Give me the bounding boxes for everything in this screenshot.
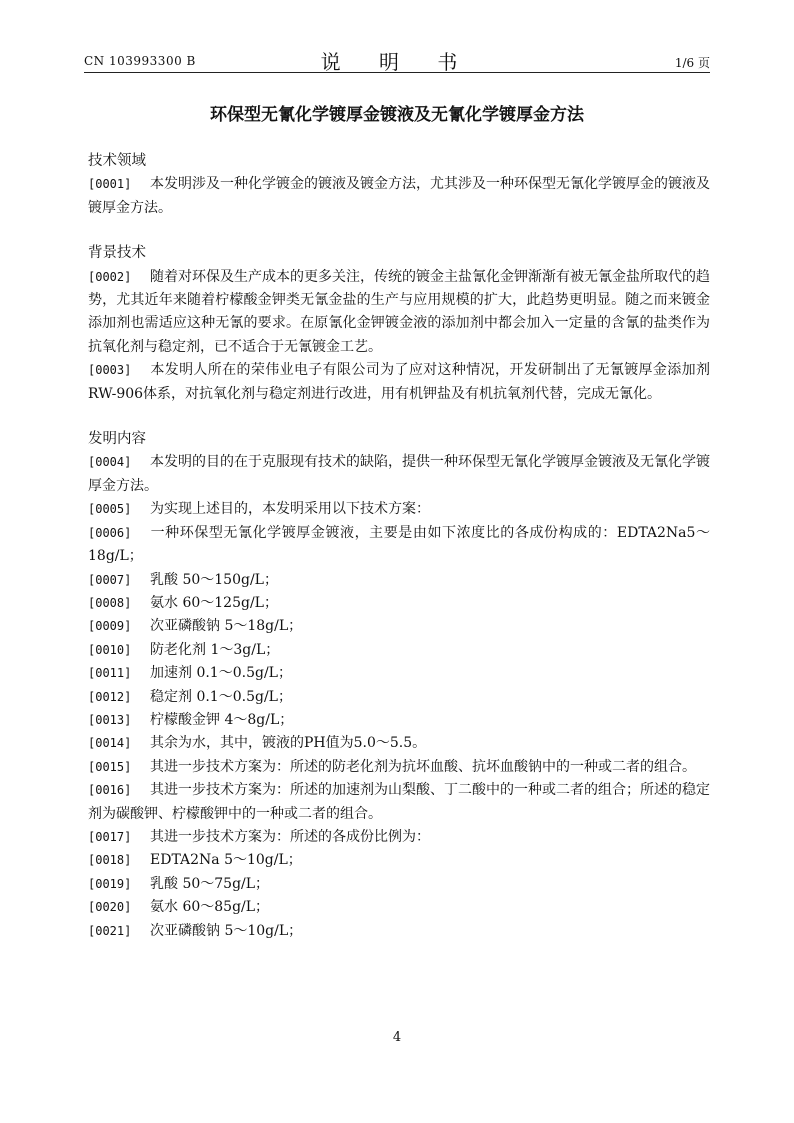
- paragraph-text: 本发明人所在的荣伟业电子有限公司为了应对这种情况，开发研制出了无氰镀厚金添加剂RW-906体系，对抗氧化剂与稳定剂进行改进，用有机钾盐及有机抗氧剂代替，完成无氰化。: [88, 362, 710, 402]
- header-divider: [84, 72, 710, 73]
- paragraph-text: 乳酸 50～75g/L；: [150, 875, 270, 892]
- paragraph-number: [0020]: [88, 900, 132, 915]
- paragraph-text: 随着对环保及生产成本的更多关注，传统的镀金主盐氰化金钾渐渐有被无氰金盐所取代的趋势，尤其近年来随着柠檬酸金钾类无氰金盐的生产与应用规模的扩大，此趋势更明显。随之而来镀金添加剂也需适应这种无氰的要求。在原氰化金钾镀金液的添加剂中都会加入一定量的含氰的盐类作为抗氧化剂与稳定剂，已不适合于无氰镀金工艺。: [88, 268, 710, 355]
- paragraph-number: [0002]: [88, 269, 132, 284]
- document-title: 环保型无氰化学镀厚金镀液及无氰化学镀厚金方法: [210, 105, 584, 125]
- document-body: [88, 150, 710, 943]
- doc-type-label: 说 明 书: [320, 50, 474, 74]
- paragraph-text: 次亚磷酸钠 5～18g/L；: [150, 618, 303, 635]
- paragraph-number: [0001]: [88, 177, 132, 192]
- paragraph-number: [0011]: [88, 666, 132, 681]
- paragraph: [88, 592, 710, 615]
- paragraph-number: [0015]: [88, 759, 132, 774]
- paragraph: [88, 522, 710, 569]
- paragraph-text: 本发明涉及一种化学镀金的镀液及镀金方法，尤其涉及一种环保型无氰化学镀厚金的镀液及镀厚金方法。: [88, 176, 710, 216]
- paragraph: [88, 498, 710, 521]
- paragraph: [88, 896, 710, 919]
- paragraph-number: [0004]: [88, 455, 132, 470]
- paragraph: [88, 266, 710, 360]
- section: [88, 242, 710, 406]
- paragraph: [88, 615, 710, 638]
- paragraph-text: 其进一步技术方案为：所述的防老化剂为抗坏血酸、抗坏血酸钠中的一种或二者的组合。: [150, 758, 696, 775]
- page-header: [84, 46, 710, 74]
- paragraph-number: [0006]: [88, 525, 132, 540]
- paragraph-text: 其进一步技术方案为：所述的加速剂为山梨酸、丁二酸中的一种或二者的组合；所述的稳定剂为碳酸钾、柠檬酸钾中的一种或二者的组合。: [88, 782, 710, 822]
- paragraph: [88, 451, 710, 498]
- paragraph-text: 稳定剂 0.1～0.5g/L；: [150, 688, 292, 705]
- paragraph-number: [0003]: [88, 363, 132, 378]
- paragraph: [88, 920, 710, 943]
- paragraph: [88, 639, 710, 662]
- paragraph-number: [0018]: [88, 853, 132, 868]
- paragraph-text: 其余为水，其中，镀液的PH值为5.0～5.5。: [150, 735, 427, 752]
- paragraph: [88, 826, 710, 849]
- paragraph-text: 次亚磷酸钠 5～10g/L；: [150, 922, 303, 939]
- paragraph-number: [0012]: [88, 689, 132, 704]
- paragraph-number: [0010]: [88, 642, 132, 657]
- paragraph: [88, 756, 710, 779]
- paragraph: [88, 662, 710, 685]
- paragraph-number: [0016]: [88, 783, 132, 798]
- paragraph-number: [0008]: [88, 595, 132, 610]
- paragraph-number: [0009]: [88, 619, 132, 634]
- paragraph-number: [0017]: [88, 829, 132, 844]
- paragraph-text: 其进一步技术方案为：所述的各成份比例为：: [150, 828, 430, 845]
- paragraph: [88, 873, 710, 896]
- paragraph: [88, 709, 710, 732]
- section: [88, 150, 710, 220]
- paragraph-text: 一种环保型无氰化学镀厚金镀液，主要是由如下浓度比的各成份构成的：EDTA2Na5～18g/L；: [88, 524, 710, 565]
- paragraph-text: 乳酸 50～150g/L；: [150, 571, 278, 588]
- paragraph-text: 防老化剂 1～3g/L；: [150, 641, 280, 658]
- paragraph-text: 氨水 60～85g/L；: [150, 899, 270, 916]
- page-info: 1/6 页: [674, 56, 710, 70]
- paragraph: [88, 173, 710, 220]
- paragraph: [88, 849, 710, 872]
- paragraph-text: 氨水 60～125g/L；: [150, 594, 278, 611]
- page-number: 4: [392, 1030, 402, 1045]
- paragraph-text: EDTA2Na 5～10g/L；: [150, 852, 302, 869]
- paragraph: [88, 779, 710, 826]
- paragraph: [88, 732, 710, 755]
- paragraph: [88, 569, 710, 592]
- paragraph-text: 本发明的目的在于克服现有技术的缺陷，提供一种环保型无氰化学镀厚金镀液及无氰化学镀厚金方法。: [88, 454, 710, 494]
- paragraph: [88, 686, 710, 709]
- paragraph-text: 为实现上述目的，本发明采用以下技术方案：: [150, 501, 430, 518]
- paragraph: [88, 359, 710, 406]
- section-heading: 发明内容: [88, 431, 146, 448]
- paragraph-number: [0021]: [88, 923, 132, 938]
- paragraph-number: [0013]: [88, 712, 132, 727]
- section-heading: 技术领域: [88, 153, 146, 169]
- paragraph-number: [0007]: [88, 572, 132, 587]
- section-heading: 背景技术: [88, 245, 146, 262]
- paragraph-number: [0005]: [88, 502, 132, 517]
- paragraph-text: 加速剂 0.1～0.5g/L；: [150, 665, 292, 682]
- paragraph-text: 柠檬酸金钾 4～8g/L；: [150, 711, 294, 728]
- section: [88, 428, 710, 943]
- patent-number: CN 103993300 B: [84, 54, 196, 68]
- paragraph-number: [0014]: [88, 736, 132, 751]
- paragraph-number: [0019]: [88, 876, 132, 891]
